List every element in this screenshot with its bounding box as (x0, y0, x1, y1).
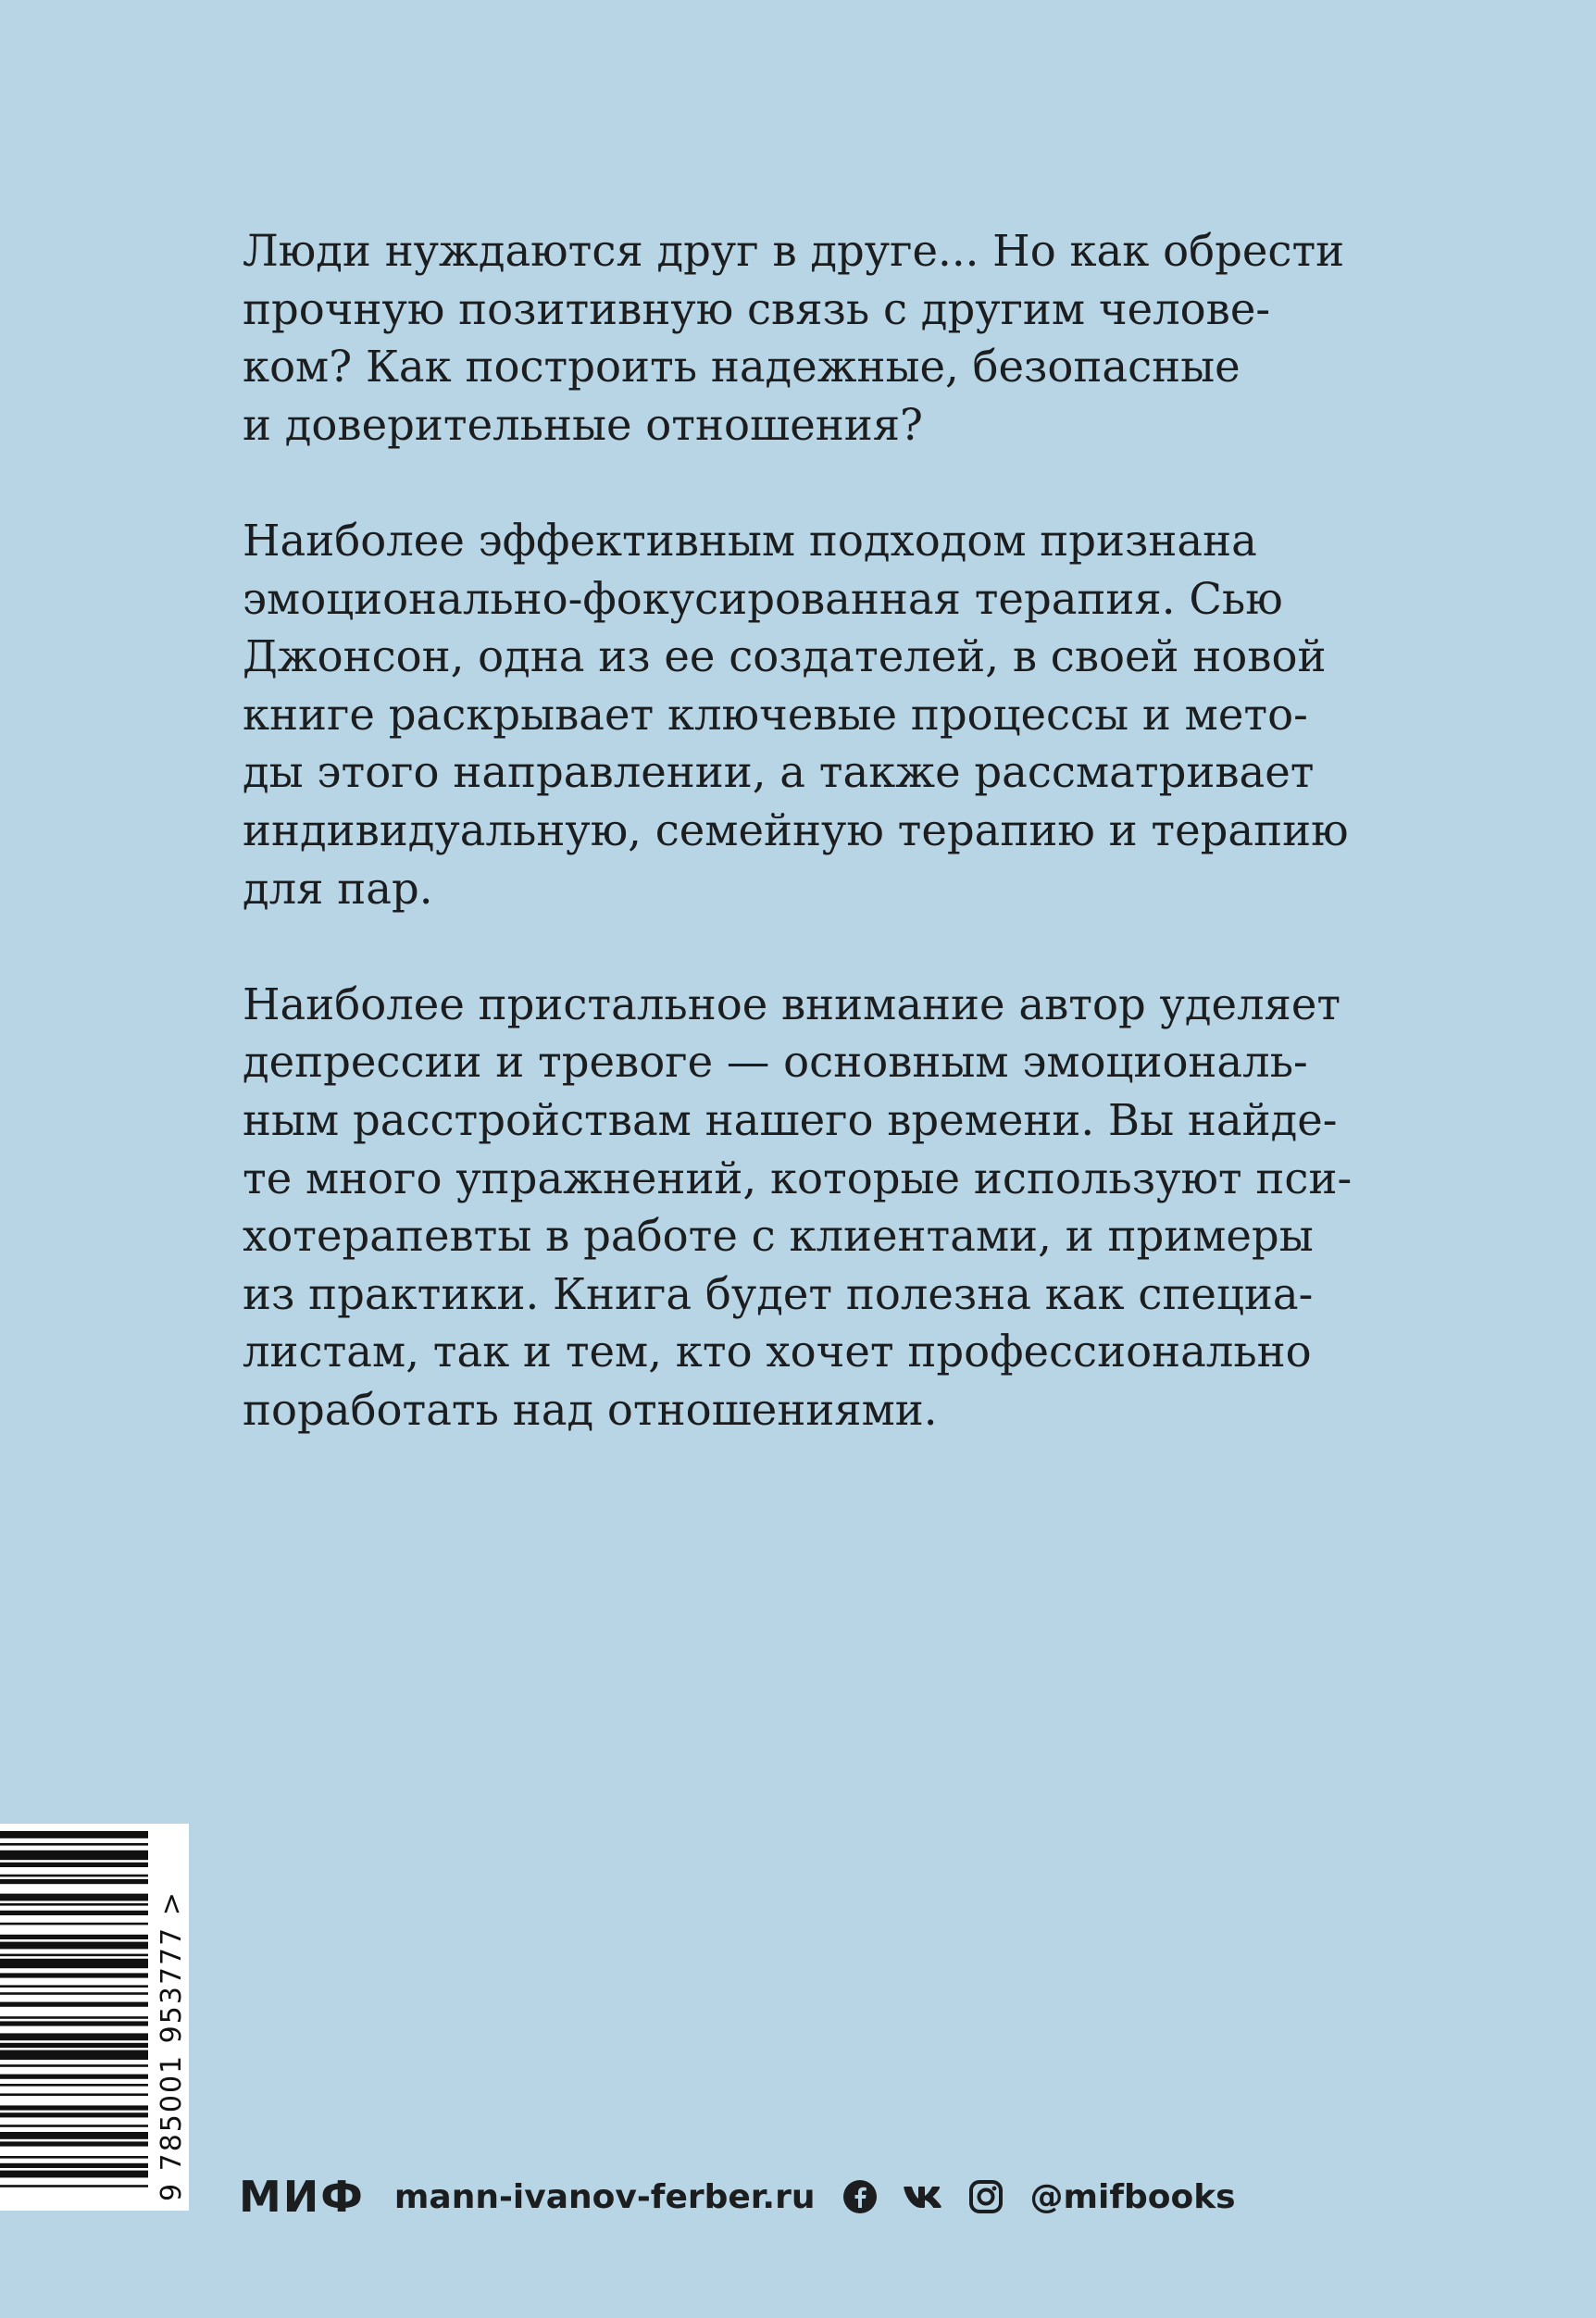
barcode-bar (0, 2033, 148, 2040)
publisher-footer (239, 2164, 1236, 2229)
paragraph-3 (243, 976, 1363, 1439)
text-line: ным расстройствам нашего времени. Вы найде- (243, 1094, 1338, 1145)
barcode-bar (0, 1954, 148, 1957)
barcode-bar (0, 2002, 148, 2007)
text-line: Люди нуждаются друг в друге... Но как обрести (243, 226, 1345, 276)
barcode-bar (0, 2105, 148, 2110)
barcode-bar (0, 2163, 148, 2168)
barcode-bar (0, 1875, 148, 1877)
paragraph-1 (243, 222, 1363, 454)
barcode-bar (0, 2093, 148, 2096)
text-line: Наиболее пристальное внимание автор уделяет (243, 978, 1341, 1029)
barcode-bar (0, 2141, 148, 2146)
vk-icon[interactable] (904, 2177, 942, 2216)
barcode-bar (0, 2021, 148, 2025)
text-line: индивидуальную, семейную терапию и терапию (243, 804, 1349, 855)
barcode-digits: 9 785001 953777 > (156, 1890, 188, 2201)
barcode-bar (0, 1894, 148, 1901)
publisher-logo: МИФ (239, 2172, 365, 2222)
instagram-icon[interactable] (966, 2177, 1005, 2216)
barcode-bar (0, 1879, 148, 1884)
barcode-bar (0, 2064, 148, 2067)
annotation-text (243, 222, 1363, 1497)
text-line: эмоционально-фокусированная терапия. Сью (243, 573, 1283, 624)
barcode-bar (0, 1863, 148, 1867)
barcode-bar (0, 2075, 148, 2079)
barcode-bar (0, 2112, 148, 2117)
facebook-icon[interactable] (841, 2177, 879, 2216)
barcode-bar (0, 1973, 148, 1977)
barcode-bar (0, 1903, 148, 1906)
barcode-bar (0, 1942, 148, 1950)
text-line: Джонсон, одна из ее создателей, в своей новой (243, 631, 1327, 682)
text-line: и доверительные отношения? (243, 399, 923, 450)
barcode-bar (0, 1959, 148, 1968)
barcode-bar (0, 1935, 148, 1939)
barcode-bar (0, 1843, 148, 1846)
text-line: из практики. Книга будет полезна как специа- (243, 1268, 1314, 1319)
barcode-bar (0, 1923, 148, 1925)
barcode-bar (0, 2016, 148, 2019)
text-line: листам, так и тем, кто хочет профессионально (243, 1327, 1312, 1377)
text-line: Наиболее эффективным подходом признана (243, 515, 1257, 566)
text-line: книге раскрывает ключевые процессы и мето- (243, 689, 1308, 740)
barcode-bar (0, 2132, 148, 2139)
text-line: ды этого направлении, а также рассматривает (243, 747, 1315, 798)
text-line: хотерапевты в работе с клиентами, и примеры (243, 1211, 1314, 1262)
barcode-bar (0, 2156, 148, 2159)
text-line: прочную позитивную связь с другим челове- (243, 283, 1271, 334)
text-line: для пар. (243, 863, 433, 914)
barcode-bar (0, 2084, 148, 2087)
barcode-bar (0, 2171, 148, 2178)
barcode-bar (0, 1851, 148, 1860)
barcode-bar (0, 2185, 148, 2187)
barcode-bar (0, 2050, 148, 2060)
barcode-bar (0, 2125, 148, 2127)
barcode-bar (0, 1911, 148, 1915)
barcode-bar (0, 2043, 148, 2048)
paragraph-2 (243, 512, 1363, 917)
text-line: ком? Как построить надежные, безопасные (243, 342, 1241, 393)
publisher-website[interactable]: mann-ivanov-ferber.ru (393, 2177, 816, 2216)
text-line: те много упражнений, которые используют пси- (243, 1153, 1353, 1203)
barcode-bar (0, 1985, 148, 1988)
barcode-bar (0, 1831, 148, 1838)
barcode-bar (0, 1992, 148, 1995)
text-line: поработать над отношениями. (243, 1384, 938, 1435)
social-handle[interactable]: @mifbooks (1029, 2177, 1236, 2216)
text-line: депрессии и тревоге — основным эмоциональ- (243, 1037, 1308, 1088)
